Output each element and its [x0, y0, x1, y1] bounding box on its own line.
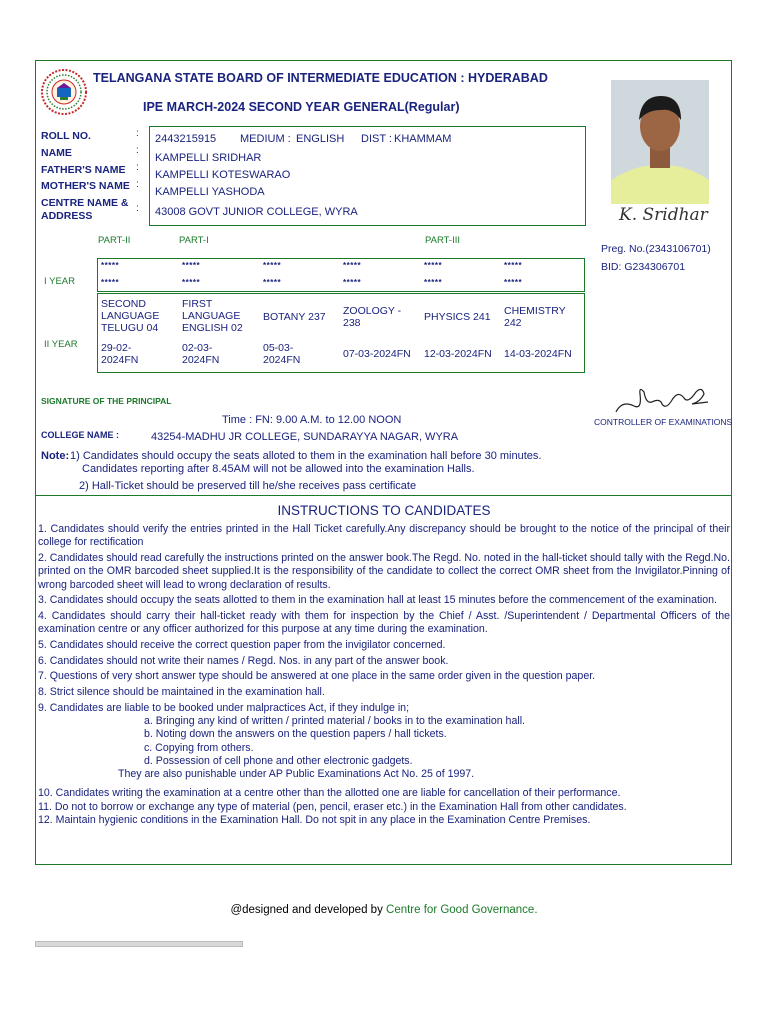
- exam-date-cell: 12-03-2024FN: [424, 348, 492, 360]
- exam-date-cell: 29-02-2024FN: [101, 342, 139, 366]
- year1-cell: *****: [263, 261, 282, 270]
- year1-cell: *****: [182, 261, 201, 270]
- part-i-label: PART-I: [179, 235, 209, 246]
- footer-org-link[interactable]: Centre for Good Governance.: [386, 904, 538, 916]
- footer-credit: [0, 904, 768, 916]
- instruction-item: 2. Candidates should read carefully the instructions printed on the answer book.The Regd. No. noted in the hall-ticket should tally with the Regd.No. printed on the OMR barcoded sheet supplied.It is the responsibility of the candidate to collect the correct OMR sheet from the Invigilator.Pinning of wrong barcoded sheet will lead to wrong declaration of results.: [38, 551, 730, 591]
- medium-label: MEDIUM :: [240, 133, 291, 145]
- part-ii-label: PART-II: [98, 235, 131, 246]
- instruction-item: 6. Candidates should not write their names / Regd. Nos. in any part of the answer book.: [38, 654, 449, 667]
- bid-number: BID: G234306701: [601, 261, 686, 273]
- controller-signature-image: [612, 382, 712, 418]
- section-divider: [35, 495, 732, 496]
- medium-value: ENGLISH: [296, 133, 345, 145]
- instruction-item: 1. Candidates should verify the entries printed in the Hall Ticket carefully.Any discrepancy should be brought to the notice of the principal of their college for rectification: [38, 523, 730, 549]
- year1-cell: *****: [182, 278, 201, 287]
- student-name-value: KAMPELLI SRIDHAR: [155, 152, 262, 164]
- colon: :: [136, 128, 139, 139]
- exam-time: Time : FN: 9.00 A.M. to 12.00 NOON: [222, 414, 402, 426]
- instruction-sub-item: a. Bringing any kind of written / printed material / books in to the examination hall.: [144, 714, 525, 727]
- name-label: NAME: [41, 147, 72, 159]
- year1-cell: *****: [343, 261, 362, 270]
- instruction-item: 5. Candidates should receive the correct question paper from the invigilator concerned.: [38, 638, 446, 651]
- father-name-label: FATHER'S NAME: [41, 164, 126, 176]
- instruction-item: 8. Strict silence should be maintained in the examination hall.: [38, 686, 325, 698]
- centre-label-line1: CENTRE NAME &: [41, 197, 129, 209]
- instruction-item: 9. Candidates are liable to be booked under malpractices Act, if they indulge in;: [38, 701, 410, 714]
- instructions-list: [38, 523, 730, 827]
- note-line-3: 2) Hall-Ticket should be preserved till he/she receives pass certificate: [79, 480, 417, 492]
- board-title: TELANGANA STATE BOARD OF INTERMEDIATE EDUCATION : HYDERABAD: [93, 71, 548, 85]
- preg-no: Preg. No.(2343106701): [601, 243, 711, 255]
- instruction-item: 3. Candidates should occupy the seats allotted to them in the examination hall at least 15 minutes before the commencement of the examination.: [38, 594, 717, 607]
- year-2-label: II YEAR: [44, 339, 78, 350]
- instruction-item: 4. Candidates should carry their hall-ticket ready with them for inspection by the Chief / Asst. /Superintendent / Departmental Officers of the examination centre or any officer authorized for this purpose at any time during the examination.: [38, 609, 730, 636]
- principal-signature-label: SIGNATURE OF THE PRINCIPAL: [41, 396, 172, 406]
- subject-cell: ZOOLOGY - 238: [343, 305, 402, 329]
- year1-cell: *****: [504, 261, 523, 270]
- instructions-title: INSTRUCTIONS TO CANDIDATES: [277, 503, 491, 518]
- subject-cell: BOTANY 237: [263, 311, 326, 323]
- college-name-value: 43254-MADHU JR COLLEGE, SUNDARAYYA NAGAR, WYRA: [151, 431, 459, 443]
- note-label: Note:: [41, 450, 70, 462]
- instruction-item: 11. Do not to borrow or exchange any type of material (pen, pencil, eraser etc.) in the Examination Hall from other candidates.: [38, 800, 627, 813]
- father-name-value: KAMPELLI KOTESWARAO: [155, 169, 291, 181]
- mother-name-value: KAMPELLI YASHODA: [155, 186, 265, 198]
- horizontal-scrollbar[interactable]: [35, 941, 243, 947]
- note-line-1: 1) Candidates should occupy the seats alloted to them in the examination hall before 30 minutes.: [70, 450, 542, 462]
- year1-cell: *****: [343, 278, 362, 287]
- colon: :: [136, 179, 139, 190]
- year1-cell: *****: [424, 278, 443, 287]
- centre-label-line2: ADDRESS: [41, 210, 93, 222]
- instruction-sub-item: c. Copying from others.: [144, 741, 254, 754]
- instruction-item: 12. Maintain hygienic conditions in the Examination Hall. Do not spit in any place in the Examination Centre Premises.: [38, 814, 591, 827]
- colon: :: [136, 162, 139, 173]
- note-line-2: Candidates reporting after 8.45AM will not be allowed into the examination Halls.: [82, 463, 475, 475]
- mother-name-label: MOTHER'S NAME: [41, 180, 130, 192]
- candidate-photo: [611, 80, 709, 204]
- exam-date-cell: 07-03-2024FN: [343, 348, 411, 360]
- instruction-item: 7. Questions of very short answer type should be answered at one place in the same order given in the question paper.: [38, 670, 596, 683]
- year-1-label: I YEAR: [44, 276, 75, 287]
- instruction-item: 10. Candidates writing the examination at a centre other than the allotted one are liable for cancellation of their performance.: [38, 787, 621, 800]
- dist-value: KHAMMAM: [394, 133, 452, 145]
- subject-cell: SECOND LANGUAGE TELUGU 04: [101, 298, 160, 334]
- year1-cell: *****: [504, 278, 523, 287]
- colon: :: [136, 203, 139, 214]
- candidate-signature: K. Sridhar: [619, 205, 708, 225]
- footer-prefix: @designed and developed by: [230, 904, 387, 916]
- roll-no-label: ROLL NO.: [41, 130, 91, 142]
- exam-date-cell: 05-03-2024FN: [263, 342, 301, 366]
- year1-cell: *****: [263, 278, 282, 287]
- exam-date-cell: 14-03-2024FN: [504, 348, 572, 360]
- subject-cell: PHYSICS 241: [424, 311, 491, 323]
- part-iii-label: PART-III: [425, 235, 461, 246]
- subject-cell: FIRST LANGUAGE ENGLISH 02: [182, 298, 243, 334]
- exam-title: IPE MARCH-2024 SECOND YEAR GENERAL(Regular): [143, 100, 460, 114]
- subject-cell: CHEMISTRY 242: [504, 305, 566, 329]
- year1-cell: *****: [424, 261, 443, 270]
- colon: :: [136, 145, 139, 156]
- exam-date-cell: 02-03-2024FN: [182, 342, 220, 366]
- college-name-label: COLLEGE NAME :: [41, 430, 119, 440]
- instruction-sub-item: b. Noting down the answers on the question papers / hall tickets.: [144, 728, 447, 741]
- year1-cell: *****: [101, 261, 120, 270]
- roll-no-value: 2443215915: [155, 133, 217, 145]
- controller-label: CONTROLLER OF EXAMINATIONS: [594, 417, 733, 427]
- board-emblem-icon: [40, 68, 88, 116]
- centre-value: 43008 GOVT JUNIOR COLLEGE, WYRA: [155, 206, 358, 218]
- dist-label: DIST :: [361, 133, 392, 145]
- instruction-punishable: They are also punishable under AP Public Examinations Act No. 25 of 1997.: [118, 768, 475, 781]
- instruction-sub-item: d. Possession of cell phone and other electronic gadgets.: [144, 754, 413, 767]
- year1-cell: *****: [101, 278, 120, 287]
